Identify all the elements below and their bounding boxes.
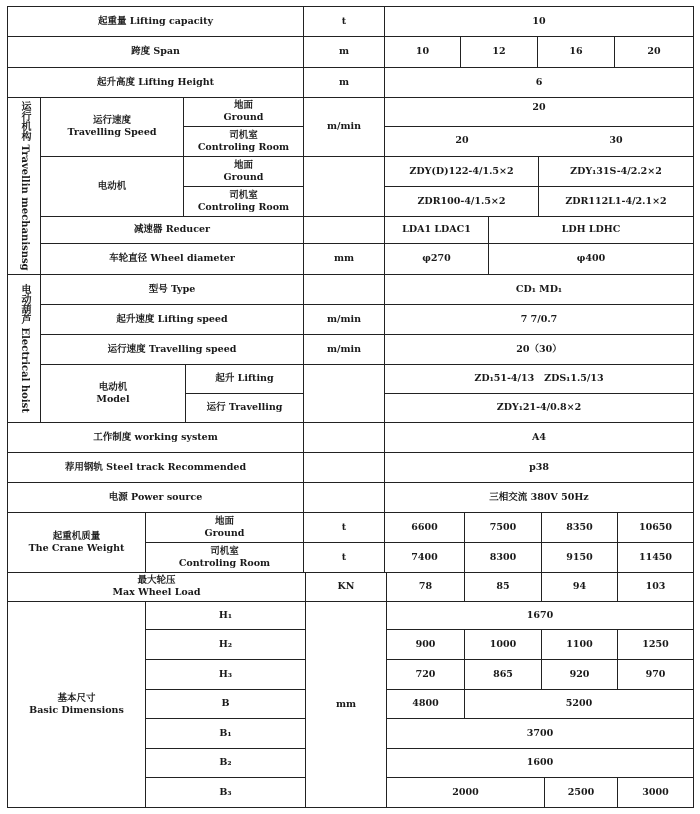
weight-label xyxy=(8,513,145,572)
travel-motor-room-value: ZDR112L1-4/2.1×2 xyxy=(565,195,667,207)
wheel-load-value: 78 xyxy=(418,581,433,592)
rule xyxy=(7,807,693,808)
travel-speed-label xyxy=(41,98,183,156)
hoist-travel-speed-value: 20（30） xyxy=(516,343,562,355)
dim-b-label: B xyxy=(221,698,230,709)
dim-h3-label: H₃ xyxy=(218,668,233,680)
wheel-unit: mm xyxy=(333,253,355,264)
rule xyxy=(384,126,693,127)
span-label: 跨度 Span xyxy=(131,46,180,57)
weight-room-value: 9150 xyxy=(566,551,593,563)
lift-height-value: 6 xyxy=(535,76,543,88)
ground-cn: 地面 xyxy=(233,159,253,171)
wheel-load-label xyxy=(8,573,305,601)
hoist-group-label: 电动葫芦 Electrical hoist xyxy=(19,284,30,413)
weight-room-value: 8300 xyxy=(489,551,517,563)
room-cn: 司机室 xyxy=(229,129,258,141)
reducer-value: LDH LDHC xyxy=(561,224,621,235)
hoist-motor-lifting-value: ZD₁51-4/13 ZDS₁1.5/13 xyxy=(474,373,604,384)
travel-motor-room-label xyxy=(184,187,303,216)
hoist-lift-speed-unit: m/min xyxy=(326,313,362,325)
power-label: 电源 Power source xyxy=(108,491,203,503)
hoist-type-label: 型号 Type xyxy=(148,283,196,295)
room-en: Controling Room xyxy=(197,141,290,153)
span-value: 16 xyxy=(569,46,583,57)
hoist-type-value: CD₁ MD₁ xyxy=(515,283,563,295)
rule xyxy=(693,6,694,808)
reducer-label: 减速器 Reducer xyxy=(133,224,211,235)
travel-speed-room-value: 30 xyxy=(609,135,623,146)
hoist-motor-label-cn: 电动机 xyxy=(98,381,128,393)
room-cn: 司机室 xyxy=(210,545,239,557)
travel-motor-ground-label xyxy=(184,157,303,186)
dim-b-value: 5200 xyxy=(565,698,593,709)
lift-height-unit: m xyxy=(338,76,350,88)
dim-h2-value: 1250 xyxy=(642,638,669,650)
travel-speed-label-cn: 运行速度 xyxy=(92,115,131,126)
travel-motor-room-value: ZDR100-4/1.5×2 xyxy=(417,195,506,207)
weight-ground-label xyxy=(146,513,303,542)
weight-ground-value: 6600 xyxy=(411,521,438,533)
hoist-motor-travelling-value: ZDY₁21-4/0.8×2 xyxy=(496,402,582,413)
wheel-label: 车轮直径 Wheel diameter xyxy=(109,253,235,264)
span-value: 20 xyxy=(647,46,661,57)
hoist-motor-lifting-label: 起升 Lifting xyxy=(215,373,274,384)
ground-en: Ground xyxy=(223,171,264,183)
room-en: Controling Room xyxy=(197,201,290,213)
weight-ground-value: 7500 xyxy=(489,521,517,533)
travel-speed-label-en: Travelling Speed xyxy=(67,127,157,138)
capacity-unit: t xyxy=(341,15,347,27)
weight-ground-value: 10650 xyxy=(638,521,673,533)
dim-h2-value: 900 xyxy=(415,638,436,650)
reducer-value: LDA1 LDAC1 xyxy=(402,224,471,235)
dim-b3-value: 3000 xyxy=(642,786,669,798)
wheel-load-value: 85 xyxy=(496,581,510,592)
wheel-value: φ400 xyxy=(576,253,606,264)
dim-b1-label: B₁ xyxy=(219,727,232,739)
working-system-label: 工作制度 working system xyxy=(93,431,218,443)
travel-motor-ground-value: ZDY(D)122-4/1.5×2 xyxy=(409,165,514,177)
dim-h3-value: 970 xyxy=(645,668,666,680)
travel-speed-unit: m/min xyxy=(326,121,362,132)
wheel-load-label-cn: 最大轮压 xyxy=(137,575,176,586)
span-unit: m xyxy=(338,46,350,57)
ground-cn: 地面 xyxy=(214,515,234,527)
dimensions-label xyxy=(8,602,145,807)
weight-room-label xyxy=(146,543,303,572)
dimensions-unit: mm xyxy=(335,698,357,710)
dimensions-label-cn: 基本尺寸 xyxy=(57,692,96,704)
dim-b1-value: 3700 xyxy=(526,727,554,739)
dim-b2-label: B₂ xyxy=(219,757,232,768)
travel-speed-room-label xyxy=(184,127,303,156)
dimensions-label-en: Basic Dimensions xyxy=(29,704,124,716)
wheel-load-value: 94 xyxy=(572,581,587,592)
hoist-motor-label xyxy=(41,365,185,422)
weight-ground-value: 8350 xyxy=(566,521,593,533)
weight-room-value: 7400 xyxy=(411,551,438,563)
dim-h2-value: 1000 xyxy=(489,638,517,650)
span-value: 10 xyxy=(415,46,430,57)
ground-cn: 地面 xyxy=(233,100,253,111)
weight-label-en: The Crane Weight xyxy=(28,542,125,554)
dim-b-value: 4800 xyxy=(412,698,439,709)
dim-h2-value: 1100 xyxy=(566,638,593,650)
steel-track-label: 荐用钢轨 Steel track Recommended xyxy=(64,461,247,473)
travel-motor-ground-value: ZDY₁31S-4/2.2×2 xyxy=(570,165,662,177)
wheel-load-label-en: Max Wheel Load xyxy=(112,587,201,598)
weight-unit: t xyxy=(341,551,347,563)
weight-room-value: 11450 xyxy=(638,551,673,563)
travel-motor-label: 电动机 xyxy=(97,180,127,192)
power-value: 三相交流 380V 50Hz xyxy=(489,491,589,503)
ground-en: Ground xyxy=(204,527,245,539)
travel-speed-ground-value: 20 xyxy=(532,102,546,113)
travel-mech-group-label: 运行机构 Travellin mechanisnsg xyxy=(19,101,30,271)
span-value: 12 xyxy=(492,46,506,57)
dim-b3-value: 2000 xyxy=(452,786,479,798)
dim-b3-label: B₃ xyxy=(219,786,232,798)
hoist-lift-speed-value: 7 7/0.7 xyxy=(520,313,558,325)
dim-h1-label: H₁ xyxy=(218,609,233,621)
wheel-value: φ270 xyxy=(422,253,451,264)
hoist-motor-label-en: Model xyxy=(96,393,130,405)
room-cn: 司机室 xyxy=(229,189,258,201)
dim-h3-value: 920 xyxy=(569,668,590,680)
dim-h3-value: 865 xyxy=(493,668,513,680)
lift-height-label: 起升高度 Lifting Height xyxy=(96,76,215,88)
dim-h3-value: 720 xyxy=(415,668,436,680)
capacity-value: 10 xyxy=(532,15,546,27)
dim-b2-value: 1600 xyxy=(526,757,554,768)
hoist-travel-speed-label: 运行速度 Travelling speed xyxy=(107,343,237,355)
hoist-travel-speed-unit: m/min xyxy=(326,343,362,355)
hoist-lift-speed-label: 起升速度 Lifting speed xyxy=(116,313,228,325)
working-system-value: A4 xyxy=(532,431,546,443)
ground-en: Ground xyxy=(223,112,264,123)
dim-h2-label: H₂ xyxy=(218,638,233,650)
wheel-load-value: 103 xyxy=(645,581,666,592)
weight-unit: t xyxy=(341,521,347,533)
dim-h1-value: 1670 xyxy=(526,609,554,621)
room-en: Controling Room xyxy=(178,557,271,569)
travel-speed-ground-label xyxy=(184,98,303,126)
weight-label-cn: 起重机质量 xyxy=(52,530,101,542)
steel-track-value: p38 xyxy=(529,461,549,473)
hoist-motor-travelling-label: 运行 Travelling xyxy=(206,402,283,413)
capacity-label: 起重量 Lifting capacity xyxy=(97,15,214,27)
travel-speed-room-value: 20 xyxy=(455,135,469,146)
wheel-load-unit: KN xyxy=(337,581,355,592)
dim-b3-value: 2500 xyxy=(567,786,595,798)
